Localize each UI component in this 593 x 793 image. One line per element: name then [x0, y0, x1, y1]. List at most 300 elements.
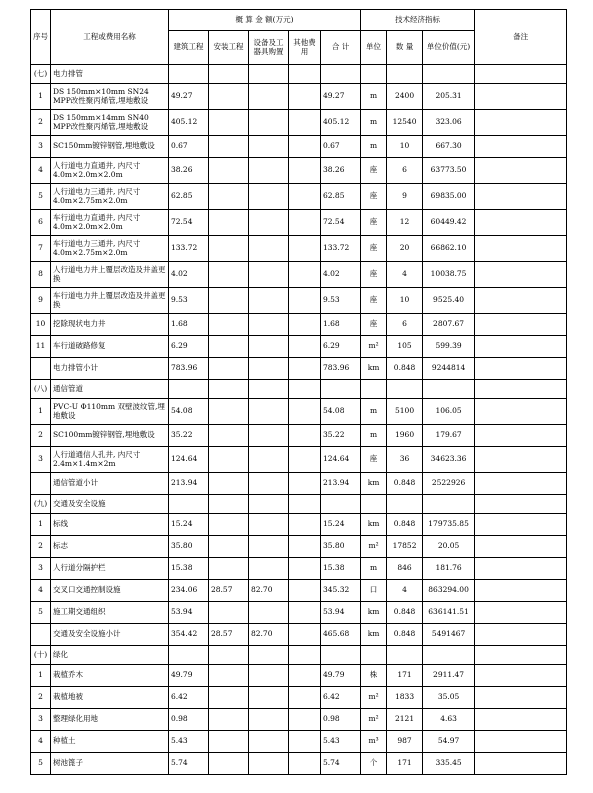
cell-empty	[209, 380, 249, 399]
cell-name: 车行道电力直通井, 内尺寸4.0m×2.0m×2.0m	[51, 210, 169, 236]
cell-empty	[387, 65, 423, 84]
cell-other	[289, 665, 321, 687]
cell-unit-price: 69835.00	[423, 184, 475, 210]
cell-unit-price: 54.97	[423, 731, 475, 753]
cell-name: 栽植乔木	[51, 665, 169, 687]
cell-equipment	[249, 288, 289, 314]
cell-equipment	[249, 336, 289, 358]
cell-equipment: 82.70	[249, 580, 289, 602]
cell-building: 4.02	[169, 262, 209, 288]
cell-total: 345.32	[321, 580, 361, 602]
cell-total: 35.80	[321, 536, 361, 558]
cell-other	[289, 110, 321, 136]
table-row	[31, 210, 567, 236]
cell-qty: 0.848	[387, 358, 423, 380]
cell-empty	[249, 65, 289, 84]
cell-empty	[249, 646, 289, 665]
cell-remark	[475, 624, 567, 646]
cell-unit: km	[361, 624, 387, 646]
cell-equipment	[249, 236, 289, 262]
cell-remark	[475, 665, 567, 687]
table-body	[31, 65, 567, 775]
cell-other	[289, 536, 321, 558]
cell-empty	[321, 65, 361, 84]
cell-name: 标志	[51, 536, 169, 558]
cell-seq	[31, 624, 51, 646]
cell-other	[289, 184, 321, 210]
cell-other	[289, 158, 321, 184]
cell-seq: 3	[31, 558, 51, 580]
cell-equipment	[249, 602, 289, 624]
cell-seq: 2	[31, 425, 51, 447]
cell-seq: 10	[31, 314, 51, 336]
cell-remark	[475, 602, 567, 624]
cell-unit: km	[361, 358, 387, 380]
cell-unit-price: 323.06	[423, 110, 475, 136]
cell-remark	[475, 687, 567, 709]
cell-qty: 6	[387, 314, 423, 336]
cell-unit: m	[361, 425, 387, 447]
cell-other	[289, 731, 321, 753]
cell-unit: m²	[361, 709, 387, 731]
cell-other	[289, 262, 321, 288]
cell-install	[209, 84, 249, 110]
cell-building: 405.12	[169, 110, 209, 136]
cell-unit-price: 63773.50	[423, 158, 475, 184]
cell-other	[289, 514, 321, 536]
cell-empty	[209, 65, 249, 84]
table-row	[31, 184, 567, 210]
cell-name: 通信管道	[51, 380, 169, 399]
table-row	[31, 665, 567, 687]
cell-unit: 座	[361, 447, 387, 473]
header-other: 其他费用	[289, 31, 321, 65]
cell-empty	[289, 495, 321, 514]
cell-empty	[423, 65, 475, 84]
cell-seq: 4	[31, 731, 51, 753]
cell-equipment	[249, 262, 289, 288]
table-row	[31, 580, 567, 602]
cell-total: 38.26	[321, 158, 361, 184]
cell-empty	[387, 495, 423, 514]
cell-name: 施工期交通组织	[51, 602, 169, 624]
header-unit: 单位	[361, 31, 387, 65]
cell-remark	[475, 580, 567, 602]
cell-other	[289, 210, 321, 236]
cell-unit: m³	[361, 731, 387, 753]
cell-name: 人行道通信人孔井, 内尺寸2.4m×1.4m×2m	[51, 447, 169, 473]
header-remark: 备注	[475, 10, 567, 65]
cell-equipment	[249, 399, 289, 425]
cell-unit-price: 335.45	[423, 753, 475, 775]
cell-name: 电力排管	[51, 65, 169, 84]
cell-unit: 座	[361, 288, 387, 314]
cell-unit: 座	[361, 158, 387, 184]
cell-unit-price: 60449.42	[423, 210, 475, 236]
cell-other	[289, 558, 321, 580]
cell-seq: 1	[31, 84, 51, 110]
cell-empty	[249, 380, 289, 399]
cell-other	[289, 425, 321, 447]
cell-name: 树池篦子	[51, 753, 169, 775]
cell-total: 72.54	[321, 210, 361, 236]
cell-qty: 171	[387, 753, 423, 775]
cell-empty	[209, 495, 249, 514]
cell-total: 5.74	[321, 753, 361, 775]
cell-empty	[321, 646, 361, 665]
cell-name: 人行道电力井上覆层改造及井盖更换	[51, 262, 169, 288]
cell-unit: km	[361, 514, 387, 536]
cell-qty: 12	[387, 210, 423, 236]
cell-equipment	[249, 84, 289, 110]
cell-qty: 4	[387, 262, 423, 288]
cell-qty: 1960	[387, 425, 423, 447]
cell-empty	[209, 646, 249, 665]
cell-building: 9.53	[169, 288, 209, 314]
cell-total: 49.79	[321, 665, 361, 687]
cell-building: 49.27	[169, 84, 209, 110]
header-name: 工程或费用名称	[51, 10, 169, 65]
cell-qty: 0.848	[387, 602, 423, 624]
cell-unit: km	[361, 602, 387, 624]
header-budget-group: 概 算 金 额(万元)	[169, 10, 361, 31]
cell-qty: 10	[387, 288, 423, 314]
cell-unit-price: 9525.40	[423, 288, 475, 314]
cell-install	[209, 731, 249, 753]
cell-unit: 座	[361, 236, 387, 262]
cell-qty: 0.848	[387, 473, 423, 495]
table-row	[31, 602, 567, 624]
cell-unit: 口	[361, 580, 387, 602]
cell-unit: 座	[361, 210, 387, 236]
cell-seq	[31, 358, 51, 380]
table-row	[31, 84, 567, 110]
cell-total: 4.02	[321, 262, 361, 288]
cell-unit-price: 10038.75	[423, 262, 475, 288]
cell-building: 15.24	[169, 514, 209, 536]
cell-install	[209, 110, 249, 136]
cell-qty: 171	[387, 665, 423, 687]
cell-seq: 2	[31, 536, 51, 558]
cell-total: 49.27	[321, 84, 361, 110]
cell-unit: m²	[361, 687, 387, 709]
cell-equipment	[249, 558, 289, 580]
cell-install	[209, 447, 249, 473]
table-row	[31, 236, 567, 262]
cell-remark	[475, 210, 567, 236]
cell-empty	[361, 65, 387, 84]
cell-seq: 9	[31, 288, 51, 314]
cell-unit: 株	[361, 665, 387, 687]
cell-qty: 2121	[387, 709, 423, 731]
cell-equipment	[249, 536, 289, 558]
cell-seq: 2	[31, 687, 51, 709]
cell-unit-price: 66862.10	[423, 236, 475, 262]
cell-total: 15.38	[321, 558, 361, 580]
table-row	[31, 425, 567, 447]
cell-equipment	[249, 687, 289, 709]
cell-install	[209, 236, 249, 262]
cell-unit-price: 4.63	[423, 709, 475, 731]
cell-building: 54.08	[169, 399, 209, 425]
cell-qty: 10	[387, 136, 423, 158]
cell-empty	[249, 495, 289, 514]
cell-remark	[475, 399, 567, 425]
cell-install	[209, 158, 249, 184]
cell-remark	[475, 473, 567, 495]
cell-equipment	[249, 514, 289, 536]
cell-install	[209, 210, 249, 236]
cell-install	[209, 358, 249, 380]
cell-total: 0.67	[321, 136, 361, 158]
section-row	[31, 65, 567, 84]
cell-unit-price: 181.76	[423, 558, 475, 580]
cell-qty: 0.848	[387, 514, 423, 536]
cell-unit: 座	[361, 262, 387, 288]
cell-install	[209, 558, 249, 580]
cell-seq: 2	[31, 110, 51, 136]
cell-equipment	[249, 110, 289, 136]
cell-equipment	[249, 665, 289, 687]
cell-total: 465.68	[321, 624, 361, 646]
cell-building: 5.43	[169, 731, 209, 753]
table-row	[31, 687, 567, 709]
table-row	[31, 336, 567, 358]
cell-qty: 17852	[387, 536, 423, 558]
cell-empty	[321, 380, 361, 399]
cell-qty: 4	[387, 580, 423, 602]
cell-building: 234.06	[169, 580, 209, 602]
cell-install	[209, 399, 249, 425]
cell-total: 6.29	[321, 336, 361, 358]
cell-qty: 987	[387, 731, 423, 753]
cell-unit-price: 106.05	[423, 399, 475, 425]
cell-qty: 2400	[387, 84, 423, 110]
subtotal-row	[31, 358, 567, 380]
cell-empty	[169, 380, 209, 399]
cell-unit-price: 205.31	[423, 84, 475, 110]
subtotal-row	[31, 473, 567, 495]
cell-qty: 9	[387, 184, 423, 210]
cell-building: 6.42	[169, 687, 209, 709]
table-row	[31, 709, 567, 731]
table-row	[31, 136, 567, 158]
cell-name: 通信管道小计	[51, 473, 169, 495]
cell-building: 62.85	[169, 184, 209, 210]
budget-table	[30, 9, 567, 775]
cell-empty	[289, 65, 321, 84]
cell-install	[209, 514, 249, 536]
cell-equipment	[249, 447, 289, 473]
cell-name: PVC-U Φ110mm 双壁波纹管,埋地敷设	[51, 399, 169, 425]
cell-building: 35.22	[169, 425, 209, 447]
cell-seq	[31, 473, 51, 495]
cell-remark	[475, 536, 567, 558]
cell-other	[289, 288, 321, 314]
cell-name: DS 150mm×14mm SN40 MPP改性聚丙烯管,埋地敷设	[51, 110, 169, 136]
cell-install	[209, 665, 249, 687]
cell-unit: m	[361, 136, 387, 158]
cell-empty	[361, 380, 387, 399]
cell-unit-price: 5491467	[423, 624, 475, 646]
cell-total: 54.08	[321, 399, 361, 425]
cell-building: 354.42	[169, 624, 209, 646]
cell-other	[289, 687, 321, 709]
cell-remark	[475, 84, 567, 110]
cell-name: 绿化	[51, 646, 169, 665]
cell-total: 9.53	[321, 288, 361, 314]
cell-unit: 个	[361, 753, 387, 775]
cell-name: 人行道电力直通井, 内尺寸4.0m×2.0m×2.0m	[51, 158, 169, 184]
cell-equipment	[249, 709, 289, 731]
cell-remark	[475, 753, 567, 775]
cell-empty	[321, 495, 361, 514]
table-row	[31, 731, 567, 753]
table-row	[31, 262, 567, 288]
cell-unit-price: 179735.85	[423, 514, 475, 536]
cell-empty	[289, 646, 321, 665]
cell-empty	[169, 646, 209, 665]
cell-seq: 4	[31, 158, 51, 184]
cell-total: 1.68	[321, 314, 361, 336]
cell-seq: 7	[31, 236, 51, 262]
cell-name: 交叉口交通控制设施	[51, 580, 169, 602]
cell-unit-price: 863294.00	[423, 580, 475, 602]
cell-other	[289, 447, 321, 473]
cell-remark	[475, 314, 567, 336]
table-row	[31, 536, 567, 558]
cell-qty: 36	[387, 447, 423, 473]
cell-other	[289, 84, 321, 110]
cell-building: 783.96	[169, 358, 209, 380]
cell-install: 28.57	[209, 580, 249, 602]
cell-empty	[387, 380, 423, 399]
header-building: 建筑工程	[169, 31, 209, 65]
cell-qty: 846	[387, 558, 423, 580]
cell-empty	[475, 65, 567, 84]
cell-install	[209, 473, 249, 495]
cell-total: 133.72	[321, 236, 361, 262]
cell-other	[289, 624, 321, 646]
cell-install	[209, 262, 249, 288]
cell-total: 15.24	[321, 514, 361, 536]
cell-total: 35.22	[321, 425, 361, 447]
cell-seq: 1	[31, 665, 51, 687]
cell-unit: m	[361, 399, 387, 425]
cell-qty: 20	[387, 236, 423, 262]
table-row	[31, 514, 567, 536]
cell-building: 38.26	[169, 158, 209, 184]
cell-name: 种植土	[51, 731, 169, 753]
cell-building: 0.98	[169, 709, 209, 731]
cell-empty	[289, 380, 321, 399]
cell-other	[289, 602, 321, 624]
cell-other	[289, 709, 321, 731]
section-row	[31, 380, 567, 399]
cell-equipment	[249, 358, 289, 380]
section-row	[31, 646, 567, 665]
cell-seq: 8	[31, 262, 51, 288]
cell-seq: (七)	[31, 65, 51, 84]
cell-install	[209, 184, 249, 210]
cell-equipment	[249, 473, 289, 495]
header-seq: 序号	[31, 10, 51, 65]
cell-remark	[475, 447, 567, 473]
cell-building: 6.29	[169, 336, 209, 358]
cell-remark	[475, 262, 567, 288]
cell-building: 35.80	[169, 536, 209, 558]
cell-name: 标线	[51, 514, 169, 536]
table-row	[31, 399, 567, 425]
cell-remark	[475, 184, 567, 210]
cell-empty	[361, 646, 387, 665]
cell-qty: 6	[387, 158, 423, 184]
cell-total: 783.96	[321, 358, 361, 380]
cell-empty	[169, 495, 209, 514]
cell-qty: 5100	[387, 399, 423, 425]
subtotal-row	[31, 624, 567, 646]
cell-equipment	[249, 753, 289, 775]
cell-name: 车行道破路修复	[51, 336, 169, 358]
cell-seq: 3	[31, 709, 51, 731]
cell-name: 车行道电力井上覆层改造及井盖更换	[51, 288, 169, 314]
cell-name: 交通及安全设施小计	[51, 624, 169, 646]
cell-total: 62.85	[321, 184, 361, 210]
cell-other	[289, 336, 321, 358]
cell-unit-price: 2807.67	[423, 314, 475, 336]
table-row	[31, 753, 567, 775]
cell-seq: 5	[31, 602, 51, 624]
cell-unit-price: 34623.36	[423, 447, 475, 473]
cell-unit: m	[361, 110, 387, 136]
cell-remark	[475, 236, 567, 262]
cell-seq: 3	[31, 136, 51, 158]
cell-empty	[423, 380, 475, 399]
cell-name: 人行道电力三通井, 内尺寸4.0m×2.75m×2.0m	[51, 184, 169, 210]
cell-equipment	[249, 136, 289, 158]
cell-empty	[475, 495, 567, 514]
cell-name: 整理绿化用地	[51, 709, 169, 731]
cell-install	[209, 314, 249, 336]
cell-total: 5.43	[321, 731, 361, 753]
cell-remark	[475, 558, 567, 580]
cell-remark	[475, 709, 567, 731]
cell-name: 挖除现状电力井	[51, 314, 169, 336]
cell-building: 213.94	[169, 473, 209, 495]
cell-seq: 1	[31, 514, 51, 536]
cell-qty: 105	[387, 336, 423, 358]
header-qty: 数 量	[387, 31, 423, 65]
cell-remark	[475, 110, 567, 136]
cell-other	[289, 358, 321, 380]
cell-install	[209, 425, 249, 447]
cell-unit-price: 179.67	[423, 425, 475, 447]
cell-empty	[423, 646, 475, 665]
cell-building: 49.79	[169, 665, 209, 687]
cell-seq: 5	[31, 184, 51, 210]
cell-other	[289, 753, 321, 775]
cell-remark	[475, 288, 567, 314]
cell-empty	[387, 646, 423, 665]
cell-equipment	[249, 731, 289, 753]
cell-name: 栽植地被	[51, 687, 169, 709]
cell-remark	[475, 514, 567, 536]
cell-equipment: 82.70	[249, 624, 289, 646]
table-row	[31, 447, 567, 473]
table-row	[31, 288, 567, 314]
cell-total: 53.94	[321, 602, 361, 624]
cell-install	[209, 536, 249, 558]
